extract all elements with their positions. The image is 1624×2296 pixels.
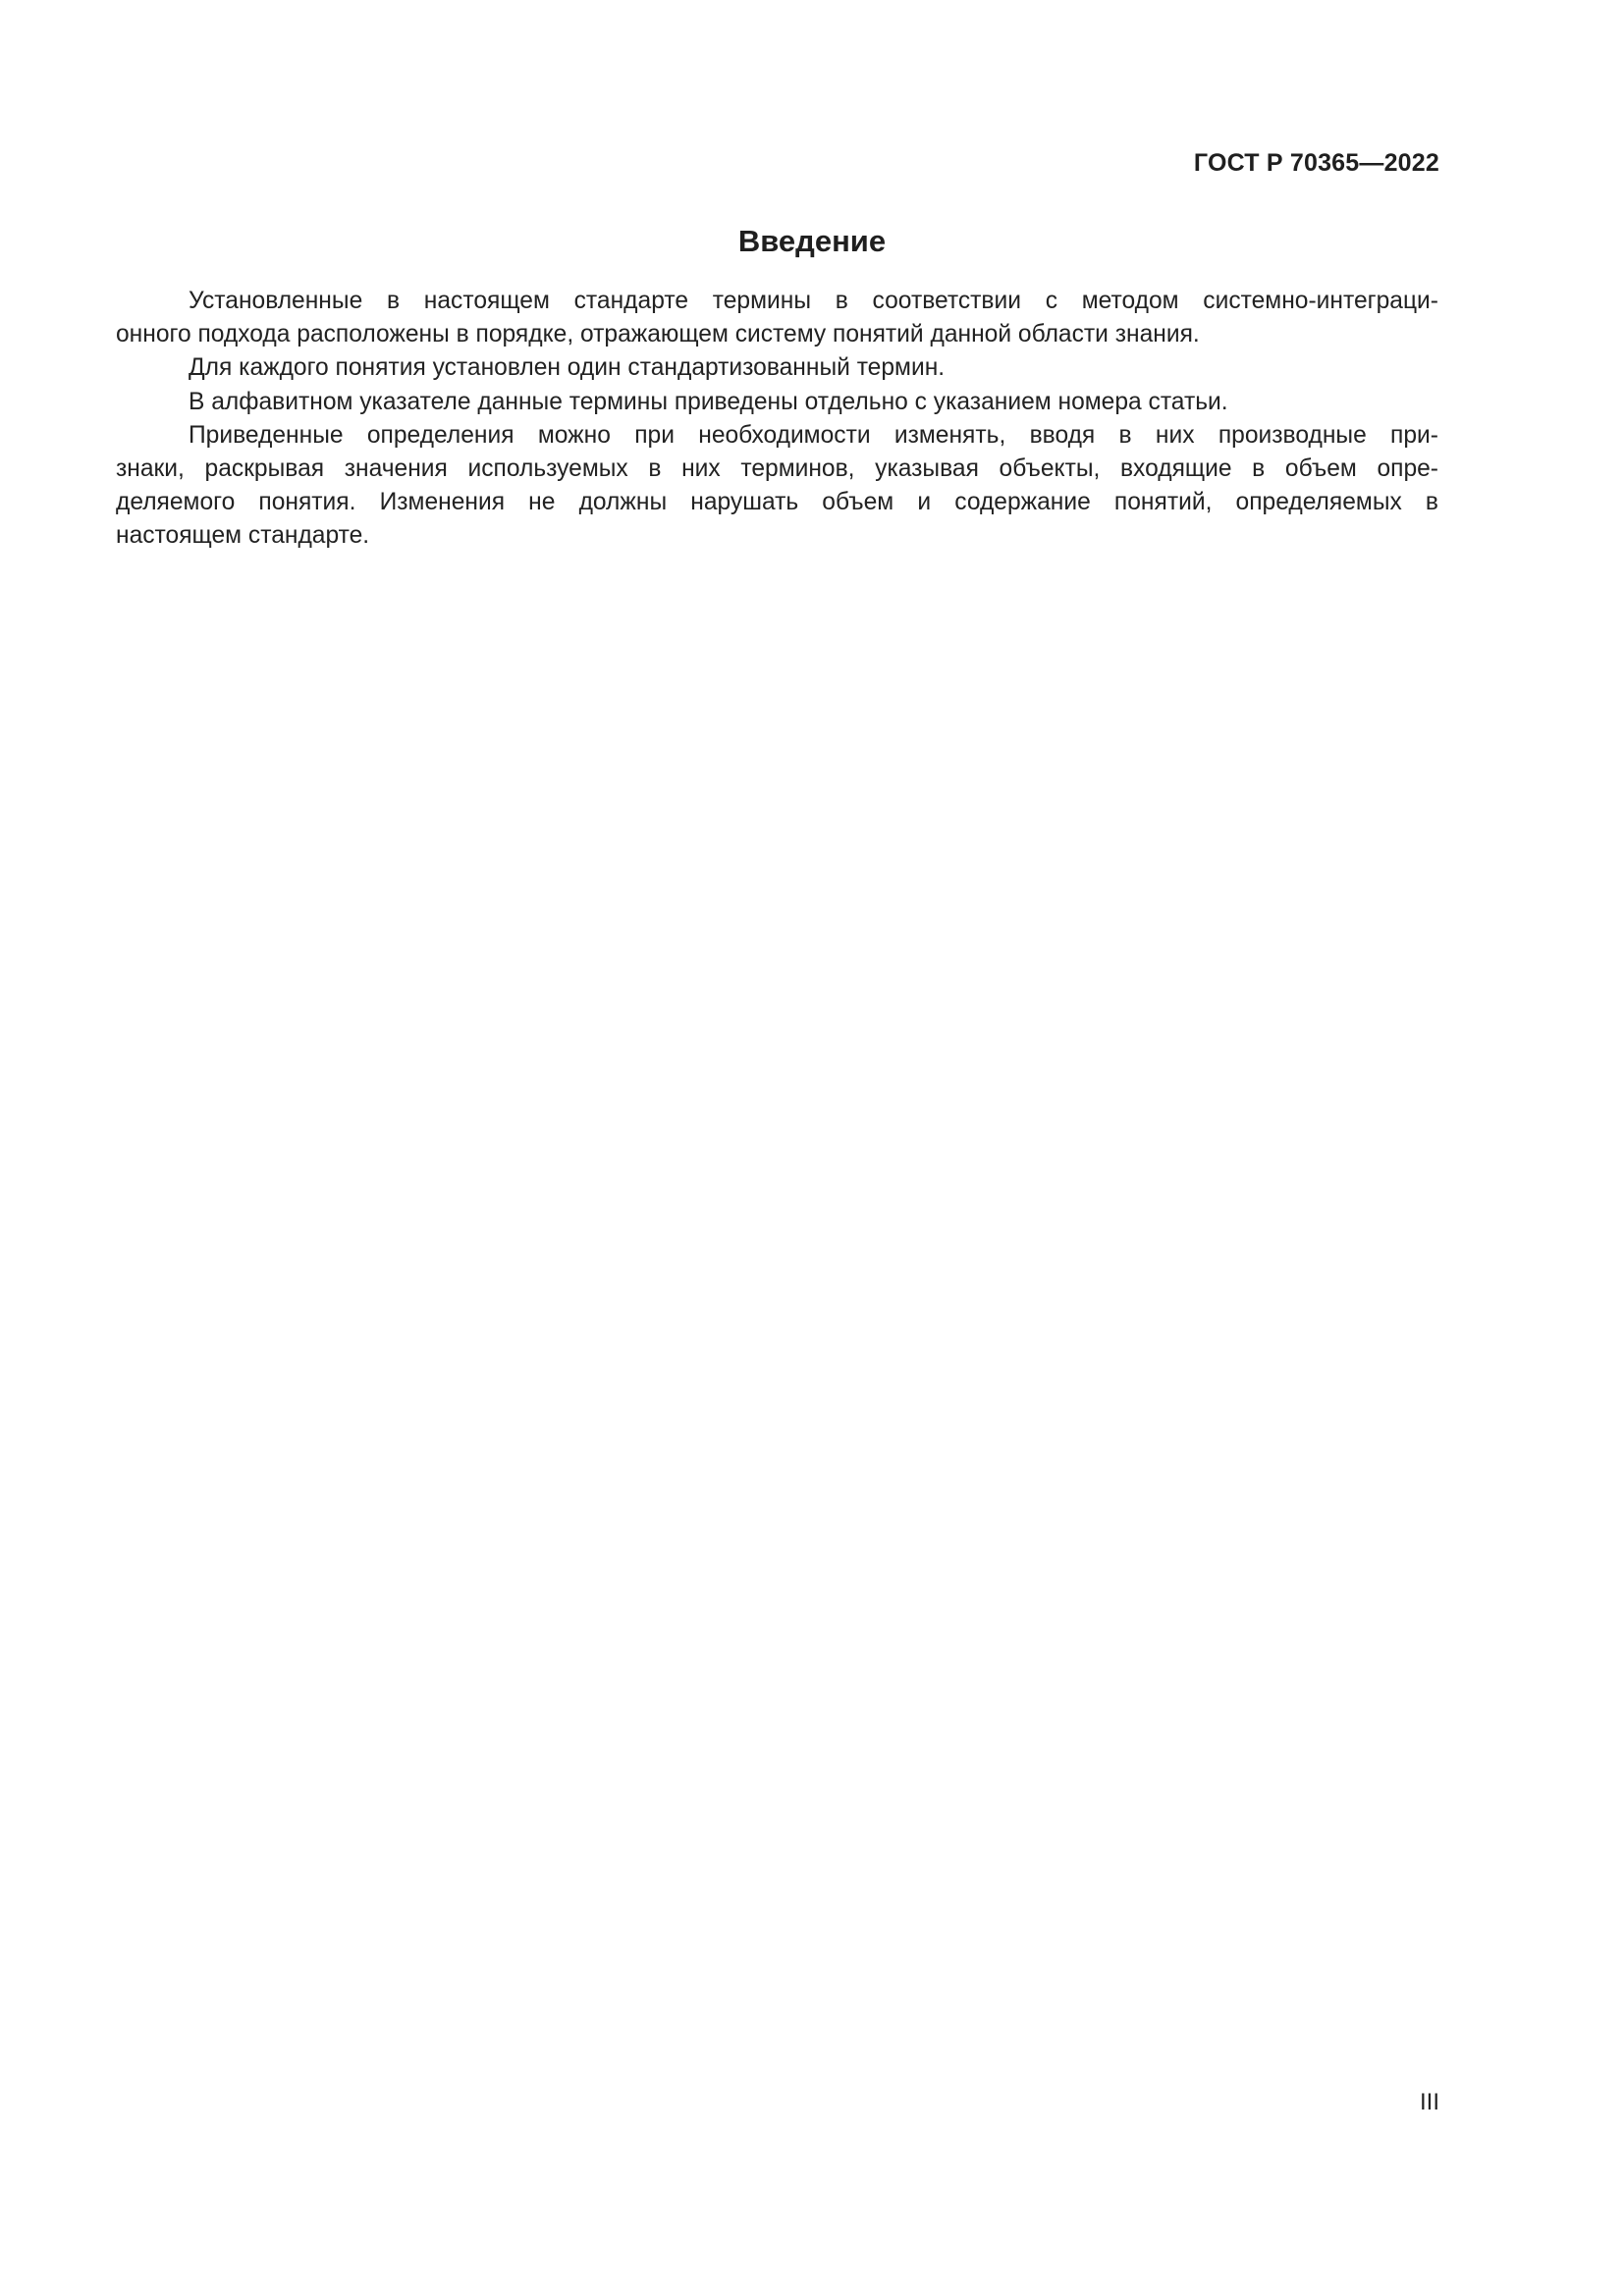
section-title: Введение [737,224,887,258]
paragraph-line: Для каждого понятия установлен один стандартизованный термин. [189,354,946,382]
paragraph-line: знаки, раскрывая значения используемых в них терминов, указывая объекты, входящие в объем опре- [116,455,1438,483]
paragraph-1 [116,285,1438,351]
page-number: III [1419,2089,1439,2115]
paragraph-line: Установленные в настоящем стандарте термины в соответствии с методом системно-интеграци- [189,288,1438,314]
paragraph-line: В алфавитном указателе данные термины приведены отдельно с указанием номера статьи. [189,388,1228,415]
paragraph-2 [116,351,1438,385]
document-code: ГОСТ Р 70365—2022 [1193,149,1439,177]
paragraph-3 [116,386,1438,419]
paragraph-line: Приведенные определения можно при необходимости изменять, вводя в них производные при- [189,421,1438,449]
paragraph-line: деляемого понятия. Изменения не должны нарушать объем и содержание понятий, определяемых в [116,489,1438,516]
paragraph-4 [116,419,1438,554]
paragraph-line: настоящем стандарте. [116,522,370,550]
paragraph-line: онного подхода расположены в порядке, отражающем систему понятий данной области знания. [116,321,1200,348]
section-body [116,285,1438,554]
